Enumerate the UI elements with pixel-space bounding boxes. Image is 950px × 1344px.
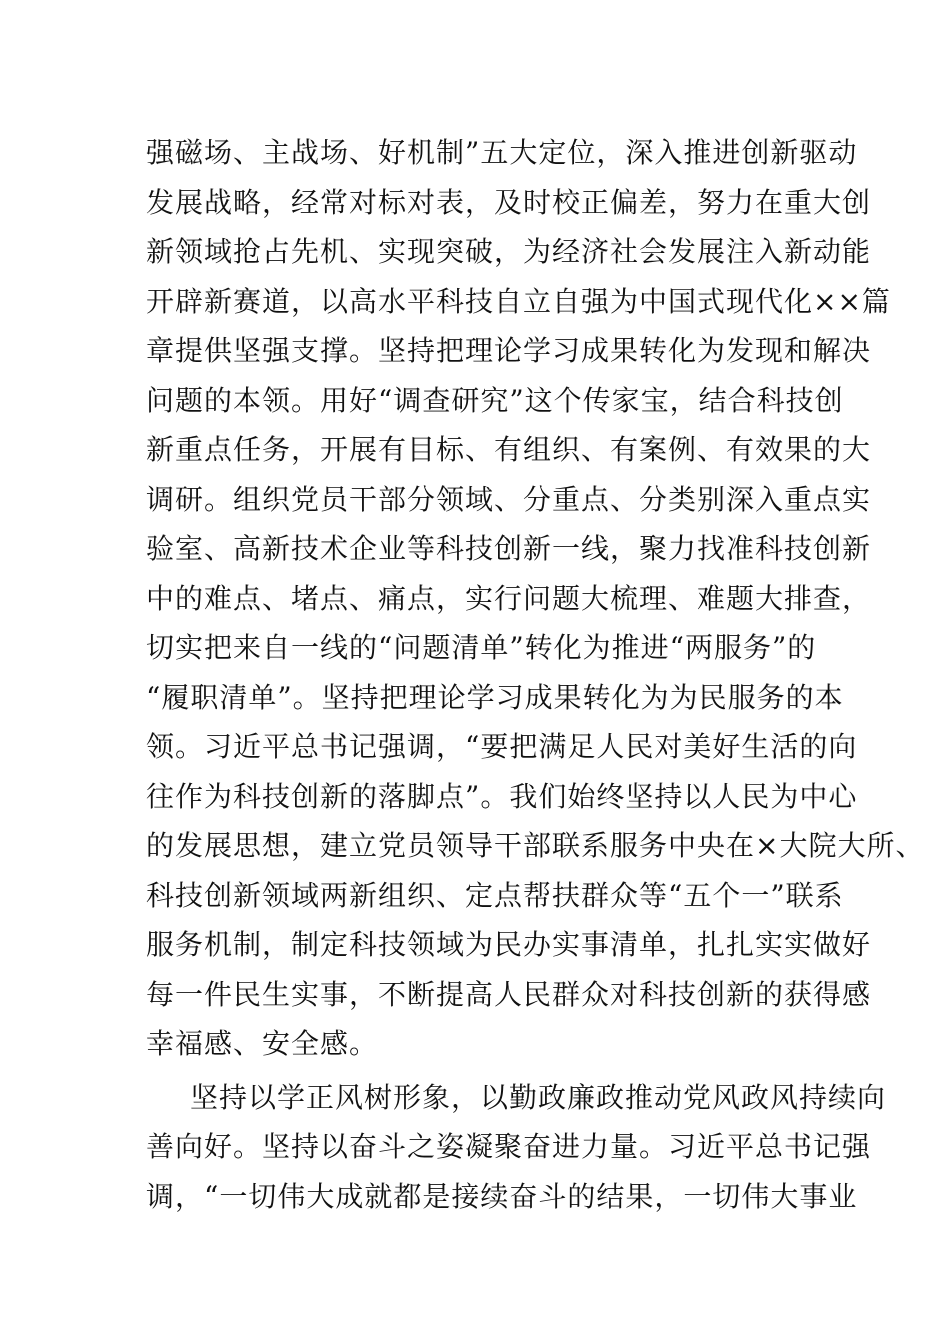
text-line: 问题的本领。用好“调查研究”这个传家宝，结合科技创 [146, 383, 844, 417]
text-line: 服务机制，制定科技领域为民办实事清单，扎扎实实做好 [146, 928, 872, 961]
text-line: 往作为科技创新的落脚点”。我们始终坚持以人民为中心 [146, 779, 858, 813]
text-line: 开辟新赛道，以高水平科技自立自强为中国式现代化××篇 [146, 284, 891, 318]
text-line: 新领域抢占先机、实现突破，为经济社会发展注入新动能 [146, 235, 872, 268]
text-line: 调，“一切伟大成就都是接续奋斗的结果，一切伟大事业 [146, 1179, 858, 1213]
body-text [146, 128, 925, 1221]
text-line: 科技创新领域两新组织、定点帮扶群众等“五个一”联系 [146, 878, 844, 912]
text-line: 章提供坚强支撑。坚持把理论学习成果转化为发现和解决 [146, 334, 872, 367]
text-line: 发展战略，经常对标对表，及时校正偏差，努力在重大创 [146, 185, 872, 219]
text-line: 幸福感、安全感。 [146, 1027, 379, 1060]
text-line: 每一件民生实事，不断提高人民群众对科技创新的获得感 [146, 977, 872, 1011]
text-line: 领。习近平总书记强调，“要把满足人民对美好生活的向 [146, 730, 858, 763]
text-line: 切实把来自一线的“问题清单”转化为推进“两服务”的 [146, 631, 817, 664]
text-line: 善向好。坚持以奋斗之姿凝聚奋进力量。习近平总书记强 [146, 1130, 872, 1163]
text-line: 的发展思想，建立党员领导干部联系服务中央在×大院大所、 [146, 829, 925, 862]
paragraph-2 [146, 1073, 887, 1222]
text-line: 新重点任务，开展有目标、有组织、有案例、有效果的大 [146, 433, 872, 466]
text-line: 验室、高新技术企业等科技创新一线，聚力找准科技创新 [146, 532, 872, 565]
text-line: 中的难点、堵点、痛点，实行问题大梳理、难题大排查， [146, 581, 872, 615]
paragraph-1 [146, 128, 925, 1069]
text-line: 坚持以学正风树形象，以勤政廉政推动党风政风持续向 [190, 1080, 887, 1114]
text-line: “履职清单”。坚持把理论学习成果转化为为民服务的本 [146, 680, 844, 714]
text-line: 调研。组织党员干部分领域、分重点、分类别深入重点实 [146, 482, 872, 516]
text-line: 强磁场、主战场、好机制”五大定位，深入推进创新驱动 [146, 136, 858, 169]
